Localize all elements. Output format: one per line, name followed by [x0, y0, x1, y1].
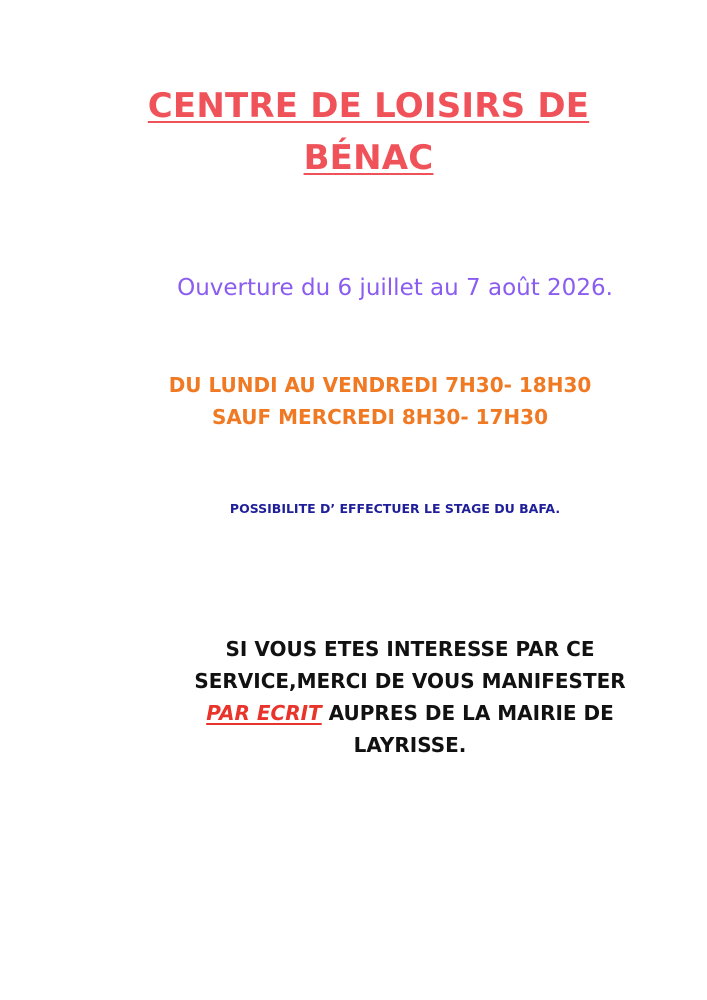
- contact-line-2: SERVICE,MERCI DE VOUS MANIFESTER: [194, 669, 626, 693]
- hours-wednesday: SAUF MERCREDI 8H30- 17H30: [212, 405, 548, 429]
- bafa-notice: POSSIBILITE D’ EFFECTUER LE STAGE DU BAFA.: [229, 501, 561, 516]
- page-title: [100, 80, 637, 184]
- contact-emphasis: PAR ECRIT: [206, 701, 322, 725]
- contact-line-1: SI VOUS ETES INTERESSE PAR CE: [225, 637, 595, 661]
- opening-dates: Ouverture du 6 juillet au 7 août 2026.: [177, 275, 613, 301]
- contact-line-4: LAYRISSE.: [353, 733, 467, 757]
- title-line-2: BÉNAC: [303, 138, 434, 178]
- hours-weekdays: DU LUNDI AU VENDREDI 7H30- 18H30: [168, 373, 592, 397]
- opening-hours: [100, 369, 660, 433]
- contact-notice: [170, 633, 650, 761]
- contact-line-3-rest: AUPRES DE LA MAIRIE DE: [321, 701, 614, 725]
- title-line-1: CENTRE DE LOISIRS DE: [147, 86, 590, 126]
- contact-line-3: [170, 697, 650, 729]
